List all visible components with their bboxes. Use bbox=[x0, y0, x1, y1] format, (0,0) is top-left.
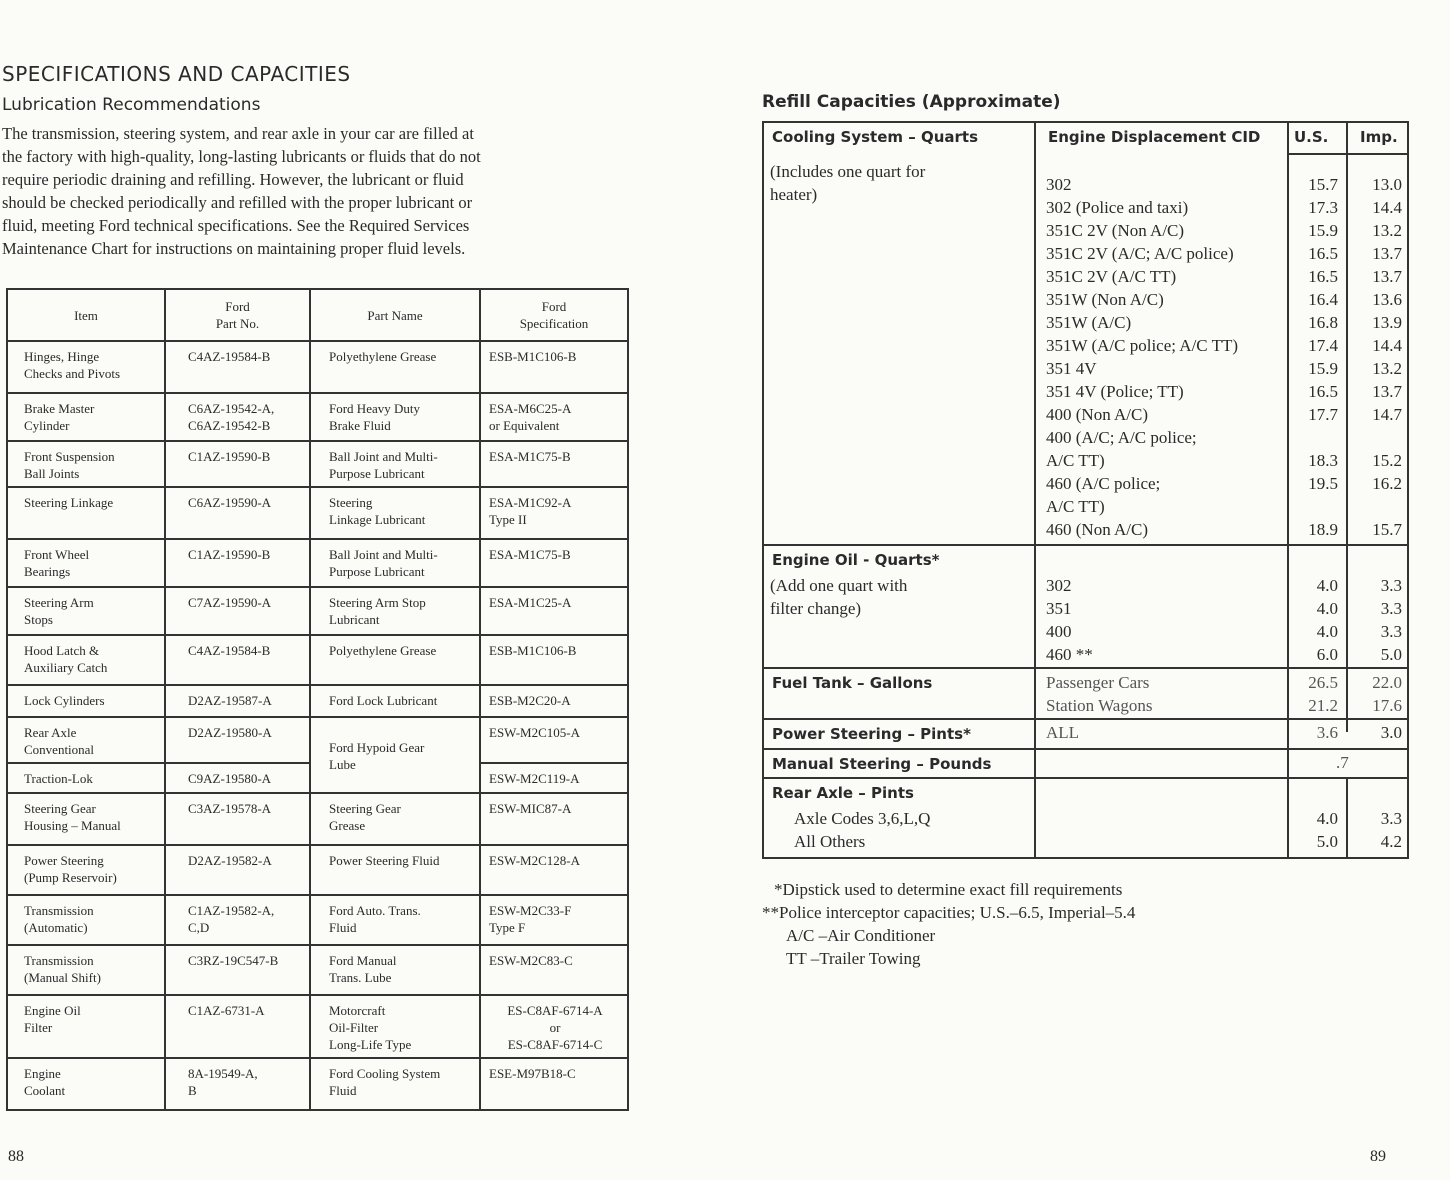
item-cell: Transmission (Manual Shift) bbox=[7, 945, 165, 995]
specification-cell: ESA-M1C75-B bbox=[480, 441, 628, 487]
specification-cell: ESA-M1C75-B bbox=[480, 539, 628, 587]
item-cell: Rear Axle Conventional bbox=[7, 717, 165, 763]
rear-axle-label: Rear Axle – Pints bbox=[772, 784, 914, 802]
item-cell: Power Steering (Pump Reservoir) bbox=[7, 845, 165, 895]
specification-cell: ESW-M2C119-A bbox=[480, 763, 628, 793]
part-no-cell: D2AZ-19582-A bbox=[165, 845, 310, 895]
table-row bbox=[7, 341, 628, 393]
part-no-cell: 8A-19549-A, B bbox=[165, 1058, 310, 1110]
engine-oil-imp-values: 3.3 3.3 3.3 5.0 bbox=[1380, 576, 1402, 664]
part-no-cell: C1AZ-19582-A, C,D bbox=[165, 895, 310, 945]
part-name-cell: Steering Gear Grease bbox=[310, 793, 480, 845]
right-page bbox=[700, 0, 1450, 1180]
specification-cell: ESW-MIC87-A bbox=[480, 793, 628, 845]
page-number: 89 bbox=[1370, 1148, 1386, 1165]
item-cell: Brake Master Cylinder bbox=[7, 393, 165, 441]
rear-axle-imp-values: 3.3 4.2 bbox=[1380, 809, 1402, 851]
specification-cell: ESA-M1C25-A bbox=[480, 587, 628, 635]
part-name-cell: Ball Joint and Multi- Purpose Lubricant bbox=[310, 539, 480, 587]
specification-cell: ESB-M1C106-B bbox=[480, 341, 628, 393]
item-cell: Traction-Lok bbox=[7, 763, 165, 793]
table-row bbox=[7, 895, 628, 945]
left-page bbox=[0, 0, 700, 1180]
column-header-part-no: Ford Part No. bbox=[165, 289, 310, 341]
part-no-cell: D2AZ-19580-A bbox=[165, 717, 310, 763]
page-number: 88 bbox=[8, 1148, 24, 1165]
fuel-tank-imp-values: 22.0 17.6 bbox=[1372, 673, 1402, 715]
rear-axle-items: Axle Codes 3,6,L,Q All Others bbox=[794, 809, 931, 851]
column-header-us: U.S. bbox=[1294, 128, 1329, 146]
item-cell: Front Suspension Ball Joints bbox=[7, 441, 165, 487]
part-no-cell: C7AZ-19590-A bbox=[165, 587, 310, 635]
footnote: **Police interceptor capacities; U.S.–6.5, Imperial–5.4 bbox=[762, 903, 1136, 922]
engine-oil-label: Engine Oil - Quarts* bbox=[772, 551, 940, 569]
part-name-cell: Steering Arm Stop Lubricant bbox=[310, 587, 480, 635]
intro-line: should be checked periodically and refilled with the proper lubricant or bbox=[2, 193, 473, 212]
part-name-cell: Polyethylene Grease bbox=[310, 635, 480, 685]
part-name-cell: Motorcraft Oil-Filter Long-Life Type bbox=[310, 995, 480, 1058]
intro-line: fluid, meeting Ford technical specifications. See the Required Services bbox=[2, 216, 470, 235]
cooling-cid-list: 302 302 (Police and taxi) 351C 2V (Non A/C) 351C 2V (A/C; A/C police) 351C 2V (A/C TT) 351W (Non A/C) 351W (A/C) 351W (A/C police; A/C TT) 351 4V 351 4V (Police; TT) 400 (Non A/C) 400 (A/C; A/C police; A/C TT) 460 (A/C police; A/C TT) 460 (Non A/C) bbox=[1046, 175, 1239, 539]
part-name-cell: Ford Manual Trans. Lube bbox=[310, 945, 480, 995]
power-steering-cid: ALL bbox=[1046, 723, 1080, 742]
table-row bbox=[7, 793, 628, 845]
part-no-cell: C1AZ-19590-B bbox=[165, 441, 310, 487]
column-header-specification: Ford Specification bbox=[480, 289, 628, 341]
fuel-tank-us-values: 26.5 21.2 bbox=[1308, 673, 1338, 715]
column-header-part-name: Part Name bbox=[310, 289, 480, 341]
part-no-cell: C9AZ-19580-A bbox=[165, 763, 310, 793]
item-cell: Steering Gear Housing – Manual bbox=[7, 793, 165, 845]
table-row bbox=[7, 845, 628, 895]
table-row bbox=[7, 717, 628, 763]
part-no-cell: C3RZ-19C547-B bbox=[165, 945, 310, 995]
engine-oil-note: (Add one quart with filter change) bbox=[770, 576, 908, 618]
specification-cell: ESW-M2C105-A bbox=[480, 717, 628, 763]
part-no-cell: D2AZ-19587-A bbox=[165, 685, 310, 717]
column-header-cid: Engine Displacement CID bbox=[1048, 128, 1261, 146]
fuel-tank-types: Passenger Cars Station Wagons bbox=[1046, 673, 1153, 715]
part-no-cell: C4AZ-19584-B bbox=[165, 635, 310, 685]
cooling-imp-values: 13.0 14.4 13.2 13.7 13.7 13.6 13.9 14.4 13.2 13.7 14.7 15.2 16.2 15.7 bbox=[1372, 175, 1402, 539]
table-row bbox=[7, 393, 628, 441]
specification-cell: ES-C8AF-6714-A or ES-C8AF-6714-C bbox=[480, 995, 628, 1058]
table-row bbox=[7, 1058, 628, 1110]
refill-capacities-table bbox=[762, 121, 1409, 859]
footnote: A/C –Air Conditioner bbox=[786, 926, 936, 945]
part-no-cell: C4AZ-19584-B bbox=[165, 341, 310, 393]
intro-paragraph bbox=[2, 122, 617, 260]
part-name-cell: Steering Linkage Lubricant bbox=[310, 487, 480, 539]
intro-line: require periodic draining and refilling. However, the lubricant or fluid bbox=[2, 170, 464, 189]
item-cell: Hood Latch & Auxiliary Catch bbox=[7, 635, 165, 685]
table-row bbox=[7, 441, 628, 487]
table-row bbox=[7, 539, 628, 587]
part-name-cell: Ford Lock Lubricant bbox=[310, 685, 480, 717]
part-name-cell: Ford Auto. Trans. Fluid bbox=[310, 895, 480, 945]
table-row bbox=[7, 487, 628, 539]
cooling-us-values: 15.7 17.3 15.9 16.5 16.5 16.4 16.8 17.4 15.9 16.5 17.7 18.3 19.5 18.9 bbox=[1308, 175, 1338, 539]
part-no-cell: C6AZ-19590-A bbox=[165, 487, 310, 539]
table-row bbox=[7, 995, 628, 1058]
power-steering-imp: 3.0 bbox=[1380, 723, 1402, 742]
section-subtitle: Lubrication Recommendations bbox=[2, 95, 261, 115]
fuel-tank-label: Fuel Tank – Gallons bbox=[772, 674, 933, 692]
table-row bbox=[7, 587, 628, 635]
cooling-system-label: Cooling System – Quarts bbox=[772, 128, 979, 146]
item-cell: Steering Arm Stops bbox=[7, 587, 165, 635]
column-header-item: Item bbox=[7, 289, 165, 341]
part-no-cell: C3AZ-19578-A bbox=[165, 793, 310, 845]
specification-cell: ESW-M2C33-F Type F bbox=[480, 895, 628, 945]
part-no-cell: C1AZ-19590-B bbox=[165, 539, 310, 587]
table-header-row bbox=[7, 289, 628, 341]
lubrication-table bbox=[6, 288, 627, 1111]
specification-cell: ESB-M1C106-B bbox=[480, 635, 628, 685]
table-row bbox=[7, 685, 628, 717]
item-cell: Hinges, Hinge Checks and Pivots bbox=[7, 341, 165, 393]
part-name-cell: Power Steering Fluid bbox=[310, 845, 480, 895]
item-cell: Engine Coolant bbox=[7, 1058, 165, 1110]
item-cell: Transmission (Automatic) bbox=[7, 895, 165, 945]
part-name-cell: Ford Cooling System Fluid bbox=[310, 1058, 480, 1110]
specification-cell: ESW-M2C128-A bbox=[480, 845, 628, 895]
part-name-cell: Polyethylene Grease bbox=[310, 341, 480, 393]
rear-axle-us-values: 4.0 5.0 bbox=[1316, 809, 1338, 851]
item-cell: Front Wheel Bearings bbox=[7, 539, 165, 587]
manual-steering-value: .7 bbox=[1336, 753, 1349, 772]
specification-cell: ESE-M97B18-C bbox=[480, 1058, 628, 1110]
column-header-imp: Imp. bbox=[1360, 128, 1398, 146]
intro-line: Maintenance Chart for instructions on maintaining proper fluid levels. bbox=[2, 239, 466, 258]
item-cell: Lock Cylinders bbox=[7, 685, 165, 717]
footnote: TT –Trailer Towing bbox=[786, 949, 921, 968]
part-name-cell: Ford Hypoid Gear Lube bbox=[310, 717, 480, 793]
intro-line: the factory with high-quality, long-lasting lubricants or fluids that do not bbox=[2, 147, 481, 166]
specification-cell: ESW-M2C83-C bbox=[480, 945, 628, 995]
page-title: SPECIFICATIONS AND CAPACITIES bbox=[2, 62, 351, 86]
refill-title: Refill Capacities (Approximate) bbox=[762, 92, 1061, 112]
intro-line: The transmission, steering system, and rear axle in your car are filled at bbox=[2, 124, 474, 143]
power-steering-us: 3.6 bbox=[1316, 723, 1338, 742]
cooling-note: (Includes one quart for heater) bbox=[770, 162, 926, 204]
specification-cell: ESB-M2C20-A bbox=[480, 685, 628, 717]
table-row bbox=[7, 945, 628, 995]
manual-steering-label: Manual Steering – Pounds bbox=[772, 755, 992, 773]
part-name-cell: Ball Joint and Multi- Purpose Lubricant bbox=[310, 441, 480, 487]
item-cell: Steering Linkage bbox=[7, 487, 165, 539]
part-no-cell: C1AZ-6731-A bbox=[165, 995, 310, 1058]
engine-oil-us-values: 4.0 4.0 4.0 6.0 bbox=[1316, 576, 1338, 664]
item-cell: Engine Oil Filter bbox=[7, 995, 165, 1058]
specification-cell: ESA-M6C25-A or Equivalent bbox=[480, 393, 628, 441]
power-steering-label: Power Steering – Pints* bbox=[772, 725, 971, 743]
part-no-cell: C6AZ-19542-A, C6AZ-19542-B bbox=[165, 393, 310, 441]
footnote: *Dipstick used to determine exact fill requirements bbox=[774, 880, 1123, 899]
specification-cell: ESA-M1C92-A Type II bbox=[480, 487, 628, 539]
table-row bbox=[7, 635, 628, 685]
engine-oil-cid-list: 302 351 400 460 ** bbox=[1046, 576, 1093, 664]
part-name-cell: Ford Heavy Duty Brake Fluid bbox=[310, 393, 480, 441]
